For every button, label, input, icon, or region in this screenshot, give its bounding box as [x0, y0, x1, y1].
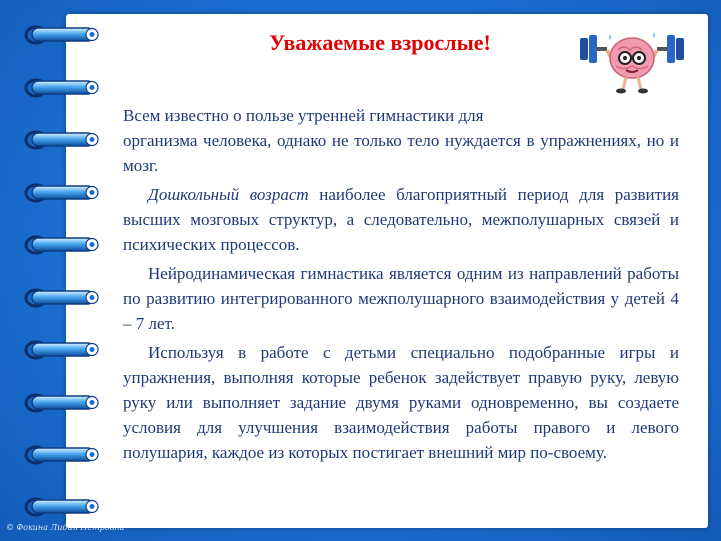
preschool-age-emphasis: Дошкольный возраст — [148, 185, 309, 204]
paragraph-intro — [123, 103, 679, 178]
notebook-ring-icon — [22, 287, 102, 309]
copyright-text: © Фокина Лидия Петровна — [6, 523, 125, 532]
paragraph-intro-line1: Всем известно о пользе утренней гимнастики для — [123, 106, 484, 125]
notebook-ring-icon — [22, 182, 102, 204]
notebook-ring-icon — [22, 24, 102, 46]
brain-lifting-dumbbells-icon — [576, 20, 688, 96]
notebook-ring-icon — [22, 444, 102, 466]
notebook-ring-icon — [22, 234, 102, 256]
paragraph-preschool-age — [123, 182, 679, 257]
notebook-ring-icon — [22, 77, 102, 99]
body-text — [123, 103, 679, 469]
preschool-age-text: наиболее благоприятный период для развития высших мозговых структур, а следовательно, межполушарных связей и психических процессов. — [123, 185, 679, 254]
paragraph-intro-line2: организма человека, однако не только тело нуждается в упражнениях, но и мозг. — [123, 131, 679, 175]
notebook-ring-icon — [22, 392, 102, 414]
paragraph-exercises: Используя в работе с детьми специально подобранные игры и упражнения, выполняя которые ребенок задействует правую руку, левую руку или выполняет задание двумя руками одновременно, вы создаете условия для улучшения взаимодействия работы правого и левого полушария, каждое из которых постигает внешний мир по-своему. — [123, 343, 679, 462]
paragraph-neurodynamic: Нейродинамическая гимнастика является одним из направлений работы по развитию интегрированного межполушарного взаимодействия у детей 4 – 7 лет. — [123, 264, 679, 333]
slide-title: Уважаемые взрослые! — [269, 30, 491, 55]
notebook-ring-icon — [22, 496, 102, 518]
notebook-ring-icon — [22, 339, 102, 361]
notebook-ring-icon — [22, 129, 102, 151]
